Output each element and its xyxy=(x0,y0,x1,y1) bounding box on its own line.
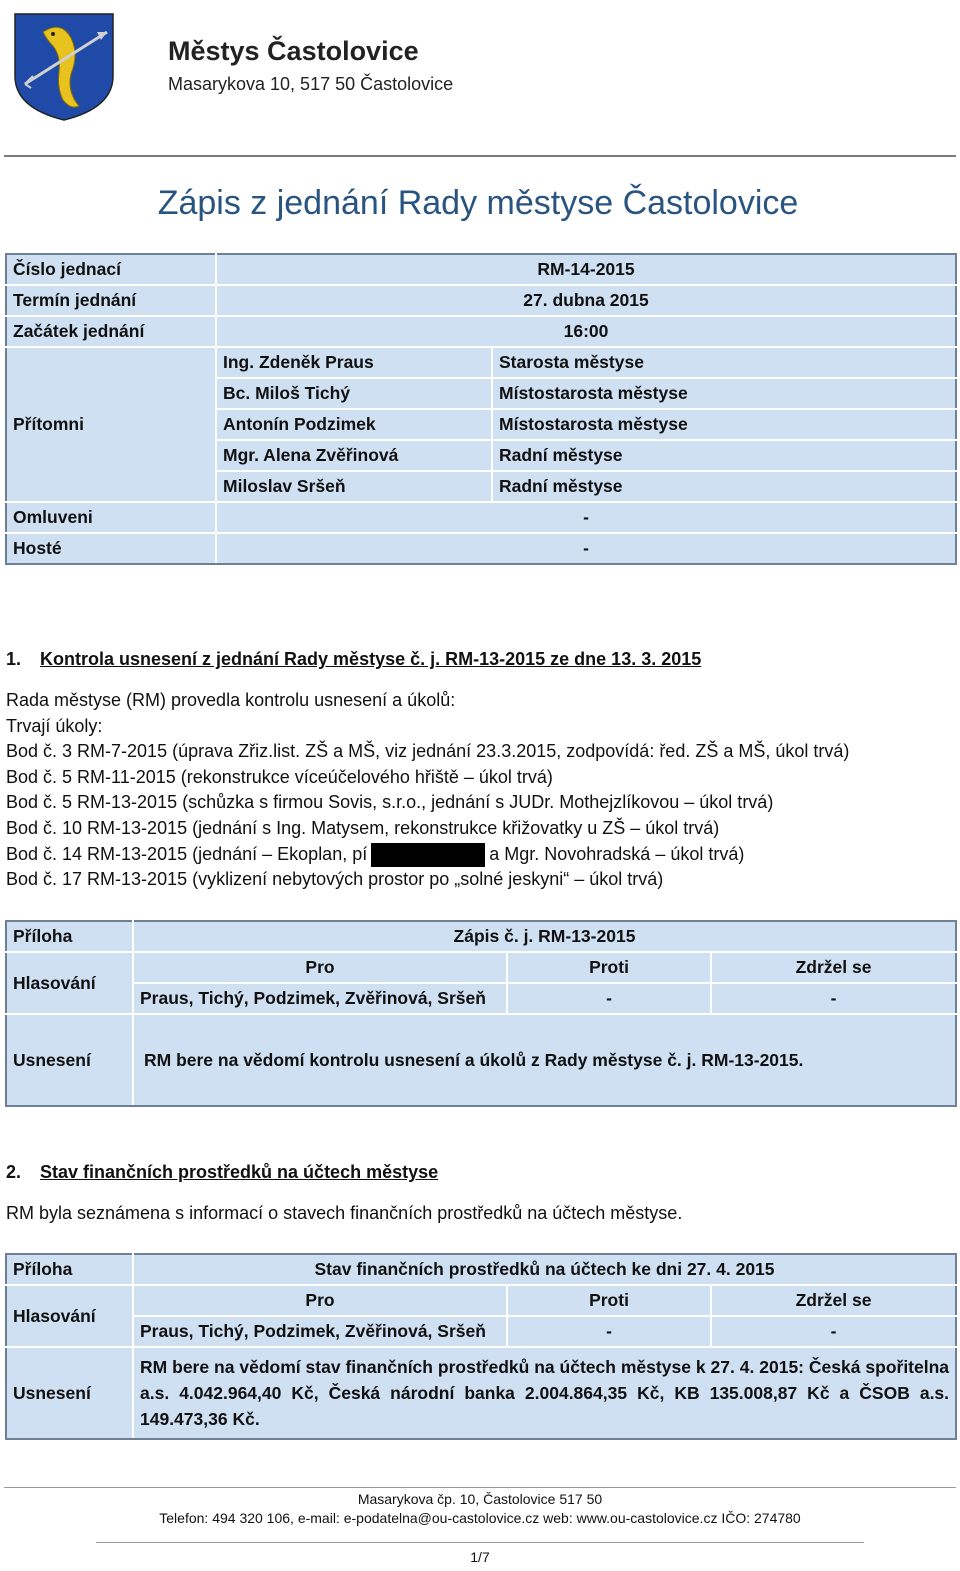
hoste-value: - xyxy=(216,533,956,564)
zacatek-value: 16:00 xyxy=(216,316,956,347)
section-title: Kontrola usnesení z jednání Rady městyse č. j. RM-13-2015 ze dne 13. 3. 2015 xyxy=(40,649,702,669)
priloha-value: Stav finančních prostředků na účtech ke dni 27. 4. 2015 xyxy=(133,1254,956,1285)
priloha-value: Zápis č. j. RM-13-2015 xyxy=(133,921,956,952)
hlasovani-label: Hlasování xyxy=(6,1285,133,1347)
omluveni-value: - xyxy=(216,502,956,533)
table-row xyxy=(6,1254,956,1285)
header-divider xyxy=(4,155,956,157)
footer-divider xyxy=(4,1487,956,1488)
pro-value: Praus, Tichý, Podzimek, Zvěřinová, Sršeň xyxy=(133,1316,507,1347)
usneseni-label: Usnesení xyxy=(6,1014,133,1106)
zdrzel-value: - xyxy=(711,983,956,1014)
usneseni-label: Usnesení xyxy=(6,1347,133,1439)
attendee-role: Starosta městyse xyxy=(492,347,956,378)
section-number: 2. xyxy=(6,1162,22,1182)
section-2-vote-table xyxy=(5,1253,957,1440)
table-row xyxy=(6,921,956,952)
attendee-name: Ing. Zdeněk Praus xyxy=(216,347,492,378)
table-row xyxy=(6,952,956,983)
attendee-role: Radní městyse xyxy=(492,440,956,471)
attendee-name: Antonín Podzimek xyxy=(216,409,492,440)
hoste-label: Hosté xyxy=(6,533,216,564)
attendee-role: Místostarosta městyse xyxy=(492,378,956,409)
attendee-name: Mgr. Alena Zvěřinová xyxy=(216,440,492,471)
paragraph-line: Trvají úkoly: xyxy=(6,716,103,736)
usneseni-value: RM bere na vědomí kontrolu usnesení a úkolů z Rady městyse č. j. RM-13-2015. xyxy=(133,1014,956,1106)
table-row xyxy=(6,316,956,347)
table-row xyxy=(6,502,956,533)
proti-header: Proti xyxy=(507,952,711,983)
footer-contact: Telefon: 494 320 106, e-mail: e-podatelna@ou-castolovice.cz web: www.ou-castolovice.cz IČO: 274780 xyxy=(159,1510,801,1526)
section-1-vote-table xyxy=(5,920,957,1107)
proti-value: - xyxy=(507,1316,711,1347)
priloha-label: Příloha xyxy=(6,1254,133,1285)
section-2-heading xyxy=(6,1162,438,1183)
pritomni-label: Přítomni xyxy=(6,347,216,502)
org-address: Masarykova 10, 517 50 Častolovice xyxy=(168,74,454,94)
attendee-role: Místostarosta městyse xyxy=(492,409,956,440)
section-title: Stav finančních prostředků na účtech městyse xyxy=(40,1162,439,1182)
zdrzel-header: Zdržel se xyxy=(711,952,956,983)
cislo-value: RM-14-2015 xyxy=(216,254,956,285)
meeting-info-table xyxy=(5,253,957,565)
org-name: Městys Častolovice xyxy=(168,36,419,66)
table-row xyxy=(6,1347,956,1439)
table-row xyxy=(6,285,956,316)
paragraph-line: Bod č. 5 RM-11-2015 (rekonstrukce víceúčelového hřiště – úkol trvá) xyxy=(6,767,553,787)
paragraph-line: Rada městyse (RM) provedla kontrolu usnesení a úkolů: xyxy=(6,690,456,710)
footer-divider xyxy=(96,1542,864,1543)
omluveni-label: Omluveni xyxy=(6,502,216,533)
pro-header: Pro xyxy=(133,1285,507,1316)
paragraph-line: Bod č. 5 RM-13-2015 (schůzka s firmou Sovis, s.r.o., jednání s JUDr. Mothejzlíkovou – úkol trvá) xyxy=(6,792,774,812)
priloha-label: Příloha xyxy=(6,921,133,952)
proti-value: - xyxy=(507,983,711,1014)
table-row xyxy=(6,533,956,564)
usneseni-value: RM bere na vědomí stav finančních prostředků na účtech městyse k 27. 4. 2015: Česká spořitelna a.s. 4.042.964,40 Kč, Česká národní banka 2.004.864,35 Kč, KB 135.008,87 Kč a ČSOB a.s. 149.473,36 Kč. xyxy=(133,1347,956,1439)
attendee-name: Miloslav Sršeň xyxy=(216,471,492,502)
letterhead xyxy=(0,0,960,158)
proti-header: Proti xyxy=(507,1285,711,1316)
paragraph-line: Bod č. 17 RM-13-2015 (vyklizení nebytových prostor po „solné jeskyni“ – úkol trvá) xyxy=(6,869,664,889)
page-number: 1/7 xyxy=(470,1549,490,1565)
table-row xyxy=(6,1316,956,1347)
paragraph-line: Bod č. 3 RM-7-2015 (úprava Zřiz.list. ZŠ a MŠ, viz jednání 23.3.2015, zodpovídá: řed. ZŠ a MŠ, úkol trvá) xyxy=(6,741,850,761)
paragraph-text: Bod č. 14 RM-13-2015 (jednání – Ekoplan, pí xyxy=(6,843,368,864)
table-row xyxy=(6,1014,956,1106)
paragraph-line-redacted xyxy=(6,843,744,867)
coat-of-arms-fish-arrow-icon xyxy=(13,12,115,122)
pro-value: Praus, Tichý, Podzimek, Zvěřinová, Sršeň xyxy=(133,983,507,1014)
table-row xyxy=(6,1285,956,1316)
zdrzel-value: - xyxy=(711,1316,956,1347)
termin-value: 27. dubna 2015 xyxy=(216,285,956,316)
document-title: Zápis z jednání Rady městyse Častolovice xyxy=(157,184,799,222)
cislo-label: Číslo jednací xyxy=(6,254,216,285)
section-1-heading xyxy=(6,649,701,670)
table-row xyxy=(6,254,956,285)
termin-label: Termín jednání xyxy=(6,285,216,316)
zdrzel-header: Zdržel se xyxy=(711,1285,956,1316)
attendee-role: Radní městyse xyxy=(492,471,956,502)
table-row xyxy=(6,347,956,378)
zacatek-label: Začátek jednání xyxy=(6,316,216,347)
pro-header: Pro xyxy=(133,952,507,983)
paragraph-line: RM byla seznámena s informací o stavech finančních prostředků na účtech městyse. xyxy=(6,1203,683,1223)
hlasovani-label: Hlasování xyxy=(6,952,133,1014)
section-number: 1. xyxy=(6,649,22,669)
redaction-block xyxy=(371,843,485,867)
footer-address: Masarykova čp. 10, Častolovice 517 50 xyxy=(357,1491,603,1507)
paragraph-line: Bod č. 10 RM-13-2015 (jednání s Ing. Matysem, rekonstrukce křižovatky u ZŠ – úkol trvá) xyxy=(6,818,720,838)
table-row xyxy=(6,983,956,1014)
paragraph-text: a Mgr. Novohradská – úkol trvá) xyxy=(489,843,745,864)
attendee-name: Bc. Miloš Tichý xyxy=(216,378,492,409)
